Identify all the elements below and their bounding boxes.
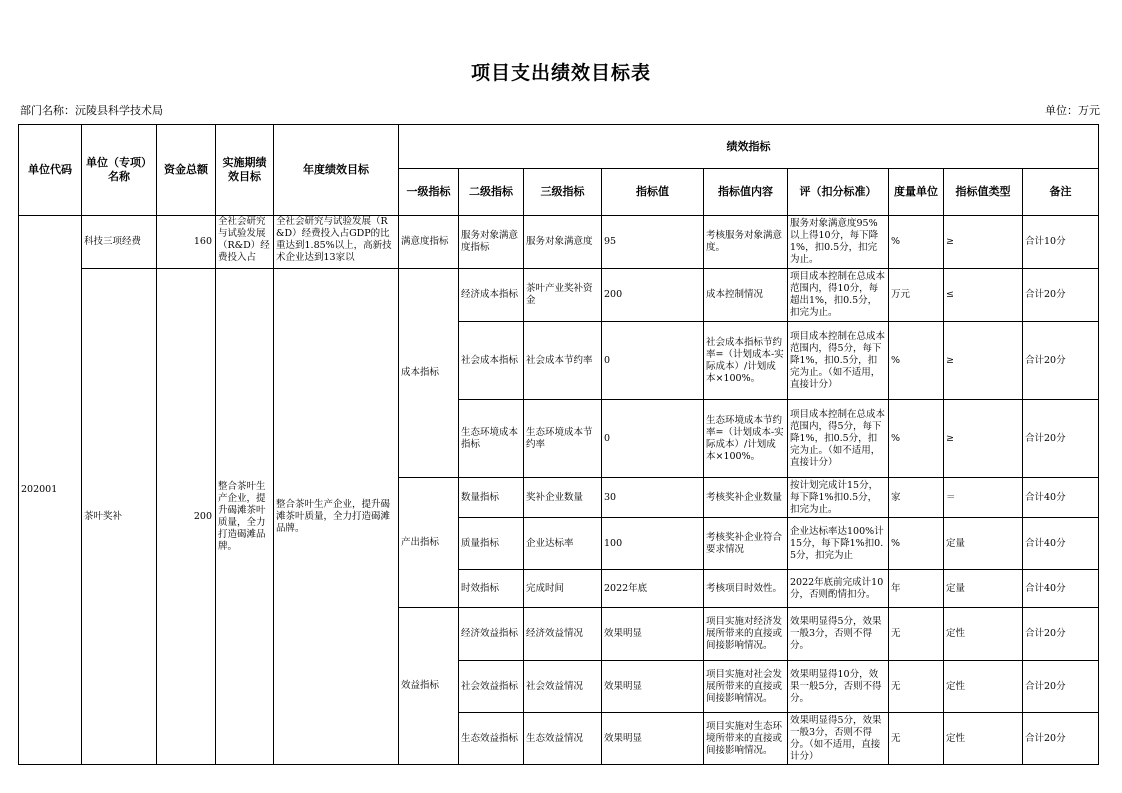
header-level2: 二级指标 [459,169,524,216]
value-cell: 95 [602,216,704,269]
type-cell: ≥ [944,400,1023,478]
level3-cell: 经济效益情况 [524,608,602,661]
header-value: 指标值 [602,169,704,216]
level2-cell: 质量指标 [459,518,524,570]
unit-cell: 无 [889,713,944,765]
header-value-type: 指标值类型 [944,169,1023,216]
header-total: 资金总额 [157,125,216,216]
score-cell: 企业达标率达100%计15分，每下降1%扣0.5分，扣完为止 [788,518,889,570]
performance-table [18,124,1099,765]
impl-goal-cell [216,216,274,269]
value-cell: 效果明显 [602,608,704,661]
type-cell: ≥ [944,216,1023,269]
level3-cell: 奖补企业数量 [524,478,602,518]
value-cell: 30 [602,478,704,518]
type-cell: 定性 [944,713,1023,765]
header-impl-goal: 实施期绩效目标 [216,125,274,216]
remark-cell: 合计20分 [1023,661,1099,713]
project-name-cell: 科技三项经费 [82,216,157,269]
table-row [19,269,1099,322]
content-cell: 考核服务对象满意度。 [704,216,788,269]
level3-cell: 社会效益情况 [524,661,602,713]
page-title: 项目支出绩效目标表 [470,62,651,84]
level3-cell: 生态环境成本节约率 [524,400,602,478]
unit-code-cell: 202001 [19,216,82,765]
score-cell: 效果明显得10分，效果一般5分，否则不得分。 [788,661,889,713]
content-cell: 考核项目时效性。 [704,570,788,608]
remark-cell: 合计40分 [1023,518,1099,570]
unit-cell: % [889,216,944,269]
project-amount-cell: 160 [157,216,216,269]
header-unit-code: 单位代码 [19,125,82,216]
score-cell: 2022年底前完成计10分，否则酌情扣分。 [788,570,889,608]
level3-cell: 社会成本节约率 [524,322,602,400]
unit-cell: 年 [889,570,944,608]
header-level3: 三级指标 [524,169,602,216]
unit-cell: 无 [889,608,944,661]
level3-cell: 服务对象满意度 [524,216,602,269]
score-cell: 项目成本控制在总成本范围内，得10分，每超出1%，扣0.5分，扣完为止。 [788,269,889,322]
type-cell: 定性 [944,608,1023,661]
header-measure-unit: 度量单位 [889,169,944,216]
header-content: 指标值内容 [704,169,788,216]
level1-cell: 效益指标 [399,608,459,765]
value-cell: 0 [602,322,704,400]
level2-cell: 数量指标 [459,478,524,518]
unit-cell: % [889,400,944,478]
remark-cell: 合计20分 [1023,400,1099,478]
level2-cell: 时效指标 [459,570,524,608]
level1-cell: 产出指标 [399,478,459,608]
content-cell: 社会成本指标节约率=（计划成本-实际成本）/计划成本×100%。 [704,322,788,400]
remark-cell: 合计20分 [1023,322,1099,400]
level2-cell: 经济成本指标 [459,269,524,322]
project-name-cell: 茶叶奖补 [82,269,157,765]
content-cell: 成本控制情况 [704,269,788,322]
unit-cell: % [889,518,944,570]
remark-cell: 合计40分 [1023,478,1099,518]
level1-cell: 满意度指标 [399,216,459,269]
content-cell: 考核奖补企业数量 [704,478,788,518]
header-annual-goal: 年度绩效目标 [274,125,399,216]
level2-cell: 服务对象满意度指标 [459,216,524,269]
score-cell: 服务对象满意度95%以上得10分，每下降1%，扣0.5分，扣完为止。 [788,216,889,269]
value-cell: 0 [602,400,704,478]
level2-cell: 社会成本指标 [459,322,524,400]
level2-cell: 社会效益指标 [459,661,524,713]
impl-goal-cell: 整合茶叶生产企业，提升碣滩茶叶质量，全力打造碣滩品牌。 [216,269,274,765]
score-cell: 项目成本控制在总成本范围内，得5分，每下降1%，扣0.5分，扣完为止。（如不适用，直接计分） [788,400,889,478]
header-perf-indicators: 绩效指标 [399,125,1099,169]
type-cell: 定量 [944,570,1023,608]
value-cell: 效果明显 [602,713,704,765]
level1-cell: 成本指标 [399,269,459,478]
department-name: 部门名称：沅陵县科学技术局 [20,104,163,117]
content-cell: 项目实施对经济发展所带来的直接或间接影响情况。 [704,608,788,661]
type-cell: ＝ [944,478,1023,518]
header-unit-name: 单位（专项）名称 [82,125,157,216]
type-cell: 定量 [944,518,1023,570]
annual-goal-cell [274,216,399,269]
project-amount-cell: 200 [157,269,216,765]
table-row [19,216,1099,269]
content-cell: 项目实施对社会发展所带来的直接或间接影响情况。 [704,661,788,713]
score-cell: 效果明显得5分，效果一般3分，否则不得分。（如不适用，直接计分） [788,713,889,765]
value-cell: 200 [602,269,704,322]
content-cell: 考核奖补企业符合要求情况 [704,518,788,570]
impl-goal-text: 全社会研究与试验发展（R&D）经费投入占 [218,216,270,263]
score-cell: 项目成本控制在总成本范围内，得5分，每下降1%，扣0.5分，扣完为止。（如不适用，直接计分） [788,322,889,400]
header-remark: 备注 [1023,169,1099,216]
annual-goal-cell: 整合茶叶生产企业，提升碣滩茶叶质量，全力打造碣滩品牌。 [274,269,399,765]
type-cell: 定性 [944,661,1023,713]
level3-cell: 企业达标率 [524,518,602,570]
unit-cell: % [889,322,944,400]
remark-cell: 合计20分 [1023,608,1099,661]
score-cell: 按计划完成计15分，每下降1%扣0.5分，扣完为止。 [788,478,889,518]
level3-cell: 完成时间 [524,570,602,608]
annual-goal-text: 全社会研究与试验发展（R&D）经费投入占GDP的比重达到1.85%以上，高新技术企业达到13家以 [276,216,392,263]
value-cell: 效果明显 [602,661,704,713]
remark-cell: 合计20分 [1023,713,1099,765]
currency-unit: 单位：万元 [1045,104,1100,117]
level2-cell: 生态效益指标 [459,713,524,765]
content-cell: 生态环境成本节约率=（计划成本-实际成本）/计划成本×100%。 [704,400,788,478]
remark-cell: 合计10分 [1023,216,1099,269]
type-cell: ≥ [944,322,1023,400]
header-row-1 [19,125,1099,169]
level3-cell: 茶叶产业奖补资金 [524,269,602,322]
level2-cell: 生态环境成本指标 [459,400,524,478]
remark-cell: 合计40分 [1023,570,1099,608]
score-cell: 效果明显得5分，效果一般3分，否则不得分。 [788,608,889,661]
unit-cell: 无 [889,661,944,713]
header-level1: 一级指标 [399,169,459,216]
remark-cell: 合计20分 [1023,269,1099,322]
level2-cell: 经济效益指标 [459,608,524,661]
value-cell: 2022年底 [602,570,704,608]
content-cell: 项目实施对生态环境所带来的直接或间接影响情况。 [704,713,788,765]
level3-cell: 生态效益情况 [524,713,602,765]
value-cell: 100 [602,518,704,570]
type-cell: ≤ [944,269,1023,322]
unit-cell: 万元 [889,269,944,322]
header-score: 评（扣分标准） [788,169,889,216]
unit-cell: 家 [889,478,944,518]
